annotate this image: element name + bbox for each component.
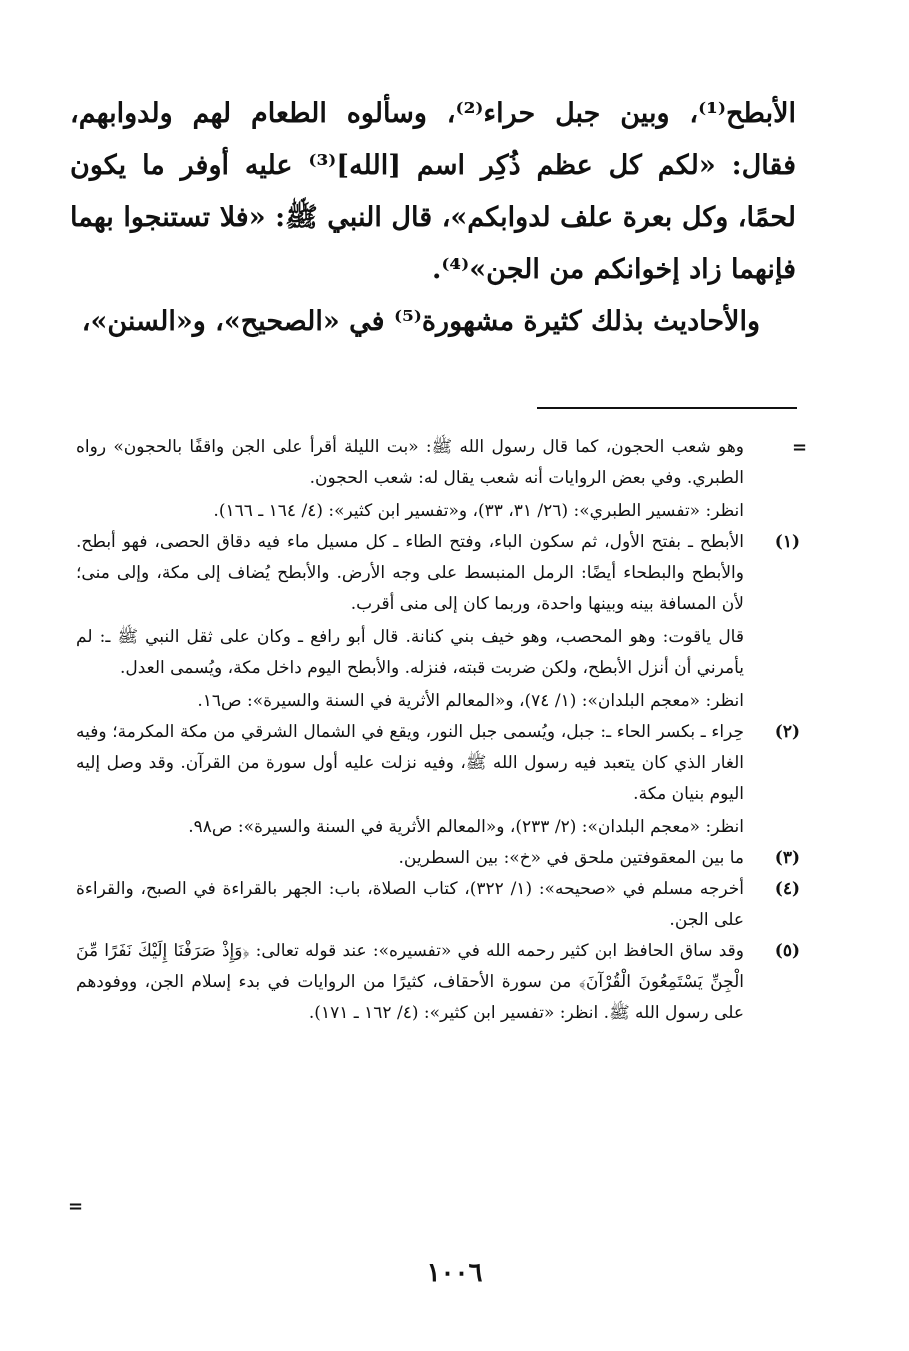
- main-paragraph-2: والأحاديث بذلك كثيرة مشهورة⁽⁵⁾ في «الصحيح»، و«السنن»،: [81, 306, 760, 337]
- footnote-ref: انظر: «معجم البلدان»: (١/ ٧٤)، و«المعالم الأثرية في السنة والسيرة»: ص١٦.: [197, 691, 744, 711]
- footnote-2: [60, 717, 800, 843]
- footnote-4: [60, 874, 800, 936]
- footnote-continuation-ref: انظر: «تفسير الطبري»: (٢٦/ ٣١، ٣٣)، و«تفسير ابن كثير»: (٤/ ١٦٤ ـ ١٦٦).: [213, 501, 744, 521]
- footnote-text: وقد ساق الحافظ ابن كثير رحمه الله في «تفسيره»: عند قوله تعالى: ﴿وَإِذْ صَرَفْنَا إِلَيْكَ نَفَرًا مِّنَ الْجِنِّ يَسْتَمِعُونَ الْقُرْآنَ﴾ من سورة الأحقاف، كثيرًا من الروايات في بدء إسلام الجن، ووفودهم على رسول الله ﷺ. انظر: «تفسير ابن كثير»: (٤/ ١٦٢ ـ ١٧١).: [76, 941, 744, 1023]
- footnote-continuation: [60, 432, 800, 527]
- main-paragraph-1: الأبطح⁽¹⁾، وبين جبل حراء⁽²⁾، وسألوه الطعام لهم ولدوابهم، فقال: «لكم كل عظم ذُكِر اسم [الله]⁽³⁾ عليه أوفر ما يكون لحمًا، وكل بعرة علف لدوابكم»، قال النبي ﷺ: «فلا تستنجوا بهما فإنهما زاد إخوانكم من الجن»⁽⁴⁾.: [70, 98, 796, 285]
- footnote-number: (٥): [774, 941, 800, 961]
- page-number: ١٠٠٦: [426, 1258, 483, 1288]
- footnote-3: [60, 843, 800, 874]
- continuation-mark-end: =: [68, 1196, 84, 1217]
- footnote-number: (٢): [774, 722, 800, 742]
- footnote-text: الأبطح ـ بفتح الأول، ثم سكون الباء، وفتح الطاء ـ كل مسيل ماء فيه دقاق الحصى، فهو أبطح. والأبطح والبطحاء أيضًا: الرمل المنبسط على وجه الأرض. والأبطح يُضاف إلى مكة، وإلى منى؛ لأن المسافة بينه وبينها واحدة، وربما كان إلى منى أقرب.: [76, 532, 744, 614]
- footnote-separator: [537, 407, 797, 409]
- footnote-5: [60, 936, 800, 1029]
- footnote-number: (١): [774, 532, 800, 552]
- footnote-number: (٤): [774, 879, 800, 899]
- footnotes: [60, 432, 800, 1029]
- footnote-ref: انظر: «معجم البلدان»: (٢/ ٢٣٣)، و«المعالم الأثرية في السنة والسيرة»: ص٩٨.: [188, 817, 744, 837]
- main-text: [70, 88, 796, 348]
- footnote-text-2: قال ياقوت: وهو المحصب، وهو خيف بني كنانة. قال أبو رافع ـ وكان على ثقل النبي ﷺ ـ: لم يأمرني أن أنزل الأبطح، ولكن ضربت قبته، فنزله. والأبطح اليوم داخل مكة، ويُسمى العدل.: [76, 627, 744, 678]
- footnote-continuation-text: وهو شعب الحجون، كما قال رسول الله ﷺ: «بت الليلة أقرأ على الجن واقفًا بالحجون» رواه الطبري. وفي بعض الروايات أنه شعب يقال له: شعب الحجون.: [76, 437, 744, 488]
- footnote-text: ما بين المعقوفتين ملحق في «خ»: بين السطرين.: [398, 848, 744, 868]
- footnote-text: حِراء ـ بكسر الحاء ـ: جبل، ويُسمى جبل النور، ويقع في الشمال الشرقي من مكة المكرمة؛ وفيه الغار الذي كان يتعبد فيه رسول الله ﷺ، وفيه نزلت عليه أول سورة من القرآن. وقد وصل إليه اليوم بنيان مكة.: [76, 722, 744, 804]
- continuation-mark-start: =: [792, 437, 808, 458]
- footnote-number: (٣): [774, 848, 800, 868]
- footnote-1: [60, 527, 800, 717]
- footnote-text: أخرجه مسلم في «صحيحه»: (١/ ٣٢٢)، كتاب الصلاة، باب: الجهر بالقراءة في الصبح، والقراءة على الجن.: [76, 879, 744, 930]
